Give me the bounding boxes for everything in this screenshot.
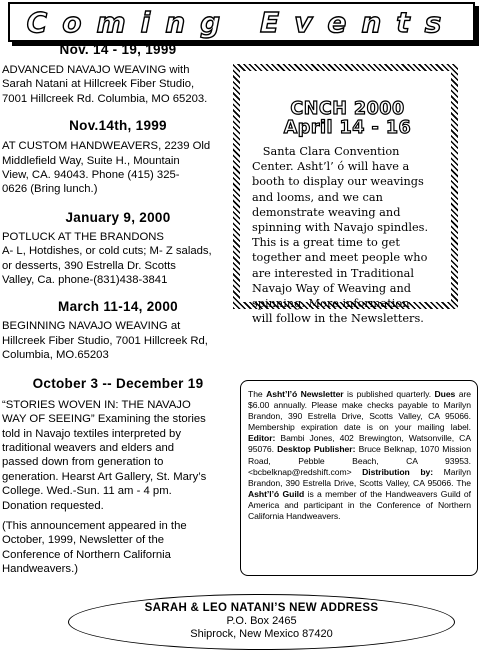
cnch-title-line: CNCH 2000 [290, 99, 405, 119]
event-item [2, 376, 234, 577]
event-description [2, 139, 234, 197]
distribution-label: Distribution by: [362, 466, 434, 477]
cnch-line: Navajo Way of Weaving and [252, 281, 411, 295]
address-line: P.O. Box 2465 [226, 615, 297, 627]
cnch-line: demonstrate weaving and [252, 205, 401, 219]
note-line: (This announcement appeared in the [2, 519, 187, 532]
address-heading: SARAH & LEO NATANI’S NEW ADDRESS [144, 602, 379, 614]
newsletter-info-box [240, 380, 478, 576]
cnch-line: spinning. More information [252, 297, 410, 311]
cnch-body [252, 144, 443, 326]
event-line: Sarah Natani at Hillcreek Fiber Studio, [2, 78, 195, 91]
event-line: Donation requested. [2, 499, 104, 512]
newsletter-text: Bambi Jones, 402 Brewington, Watsonville, CA 95076. [248, 433, 471, 455]
newsletter-text: The [248, 389, 267, 399]
event-date: Nov. 14 - 19, 1999 [59, 42, 177, 57]
event-line: generation. Hearst Art Gallery, St. Mary’s [2, 470, 207, 483]
cnch-line: and looms, and we can [252, 190, 383, 204]
newsletter-text: is a member of the Handweavers Guild of America and participant in the Conference of Northern California Handweavers. [248, 488, 471, 522]
event-date: October 3 -- December 19 [32, 375, 204, 391]
newsletter-name: Asht’l’ó Newsletter [266, 389, 344, 399]
event-date: Nov.14th, 1999 [69, 118, 167, 134]
event-description [2, 230, 234, 288]
event-line: or desserts, 390 Estrella Dr. Scotts [2, 259, 176, 272]
event-line: A- L, Hotdishes, or cold cuts; M- Z salads, [2, 245, 212, 258]
event-date: January 9, 2000 [65, 209, 171, 225]
event-date: March 11-14, 2000 [58, 299, 178, 315]
newsletter-text: Marilyn Brandon, 390 Estrella Drive, Scotts Valley, CA 95066. The [248, 466, 471, 488]
event-item [2, 299, 234, 362]
banner-title: Coming Events [26, 5, 457, 39]
event-line: passed down from generation to [2, 456, 164, 469]
cnch-line: are interested in Traditional [252, 266, 415, 280]
event-line: Middlefield Way, Suite H., Mountain [2, 154, 180, 167]
event-line: WAY OF SEEING” Examining the stories [2, 413, 206, 426]
note-line: October, 1999, Newsletter of the [2, 534, 165, 547]
newsletter-text: are $6.00 annually. Please make checks payable to Marilyn Brandon, 390 Estrella Drive, Scotts Valley, CA 95066. Membership expiration date is on your mailing label. [248, 389, 471, 433]
cnch-announcement-box [233, 64, 458, 326]
publisher-label: Desktop Publisher: [277, 444, 356, 455]
cnch-line: will follow in the Newsletters. [252, 312, 424, 326]
cnch-line: booth to display our weavings [252, 175, 424, 189]
event-line: traditional weavers and elders and [2, 441, 175, 454]
new-address-box [68, 594, 455, 650]
events-column [2, 38, 234, 577]
event-item [2, 42, 234, 106]
event-line: BEGINNING NAVAJO WEAVING at [2, 320, 181, 333]
event-line: told in Navajo textiles interpreted by [2, 427, 181, 440]
event-line: College. Wed.-Sun. 11 am - 4 pm. [2, 485, 172, 498]
cnch-line: This is a great time to get [252, 236, 400, 250]
event-line: Hillcreek Fiber Studio, 7001 Hillcreek Rd, [2, 334, 208, 347]
newsletter-text: is published quarterly. [343, 389, 435, 399]
event-item [2, 210, 234, 288]
event-line: POTLUCK AT THE BRANDONS [2, 230, 164, 243]
event-description [2, 63, 234, 106]
newsletter-text: Bruce Belknap, 1070 Mission Road, Pebble Beach, CA 93953. <bcbelknap@redshift.com> [248, 444, 471, 477]
dues-label: Dues [434, 389, 456, 399]
event-line: View, CA. 94043. Phone (415) 325- [2, 169, 180, 182]
event-line: 0626 (Bring lunch.) [2, 183, 98, 196]
event-line: Columbia, MO.65203 [2, 349, 109, 362]
address-line: Shiprock, New Mexico 87420 [190, 628, 333, 640]
event-line: Valley, Ca. phone-(831)438-3841 [2, 274, 168, 287]
coming-events-banner [8, 2, 475, 42]
cnch-line: together and meet people who [252, 251, 428, 265]
event-line: ADVANCED NAVAJO WEAVING with [2, 64, 190, 76]
event-item [2, 118, 234, 197]
event-description [2, 319, 234, 362]
event-line: “STORIES WOVEN IN: THE NAVAJO [2, 398, 191, 411]
cnch-line: spinning with Navajo spindles. [252, 221, 429, 235]
cnch-title-line: April 14 - 16 [283, 118, 412, 138]
cnch-title [252, 100, 443, 138]
note-line: Handweavers.) [2, 563, 78, 576]
event-description [2, 398, 234, 513]
event-line: 7001 Hillcreek Rd. Columbia, MO 65203. [2, 92, 208, 105]
cnch-line: Santa Clara Convention [252, 145, 400, 158]
cnch-line: Center. Asht’l’ ó will have a [252, 160, 410, 174]
note-line: Conference of Northern California [2, 548, 171, 561]
event-note [2, 519, 234, 577]
guild-label: Asht’l’ó Guild [248, 488, 305, 499]
event-line: AT CUSTOM HANDWEAVERS, 2239 Old [2, 140, 211, 153]
editor-label: Editor: [248, 433, 276, 444]
